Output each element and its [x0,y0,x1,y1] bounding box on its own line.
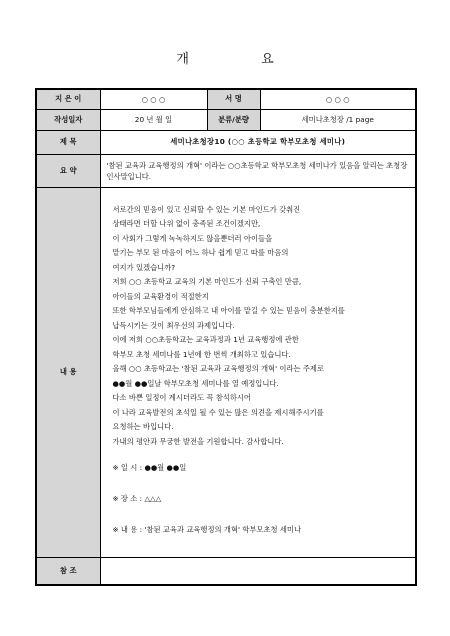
reference-label: 참 조 [36,557,100,585]
content-line: 서로간의 믿음이 있고 신뢰할 수 있는 기본 마인드가 갖춰진 [112,204,301,214]
signature-label: 서 명 [207,89,260,109]
content-label: 내 용 [36,187,100,557]
content-body [100,187,416,557]
content-row [36,187,416,557]
author-value: ○ ○ ○ [100,89,207,109]
content-line: 상태라면 더할 나위 없이 충족된 조건이겠지만, [112,219,261,228]
author-row [36,89,416,109]
content-line: 이 사회가 그렇게 녹녹하지도 않을뿐더러 아이들을 [112,233,273,243]
content-line: 납득시키는 것이 최우선의 과제입니다. [112,320,235,330]
location-item: ※ 장 소 : △△△ [112,494,162,503]
content-line: 아이들의 교육환경이 적절한지 [112,291,209,301]
summary-row [36,154,416,187]
signature-value: ○ ○ ○ [260,89,416,109]
category-label: 분류/분량 [207,109,260,130]
content-line: 이 나라 교육발전의 초석일 될 수 있는 많은 의견을 제시해주시기를 [112,407,324,417]
content-line: 또한 학부모님들에게 안심하고 내 아이를 맡길 수 있는 믿음이 충분한지를 [112,306,345,315]
schedule-item: ※ 일 시 : ●●월 ●●일 [112,463,187,472]
content-line: 저희 ○○ 초등학교 교육의 기본 마인드가 신뢰 구축인 만큼, [112,277,302,286]
subject-label: 제 목 [36,130,100,154]
reference-value [100,557,416,585]
subject-value: 세미나초청장10 (○○ 초등학교 학부모초청 세미나) [100,130,416,154]
date-value: 20 년 월 일 [100,109,207,130]
date-row [36,109,416,130]
page-title: 개 요 [176,52,308,67]
content-line: 이에 저희 ○○초등학교는 교육과정과 1년 교육행정에 관한 [112,335,299,344]
overview-form-table [35,88,417,586]
content-line: 올해 ○○ 초등학교는 '참된 교육과 교육행정의 개혁' 이라는 주제로 [112,364,325,373]
summary-label: 요 약 [36,154,100,187]
content-line: ●●월 ●●일날 학부모초청 세미나를 열 예정입니다. [112,378,279,388]
content-line: 가내의 평안과 무궁한 발전을 기원합니다. 감사합니다. [112,436,284,446]
summary-value: '참된 교육과 교육행정의 개혁' 이라는 ○○초등학교 학부모초청 세미나가 있음을 알리는 초청장 인사말입니다. [100,154,416,187]
author-label: 지 은 이 [36,89,100,109]
content-line: 여지가 있겠습니까? [112,262,176,272]
content-line: 다소 바쁜 일정이 계시더라도 꼭 참석하시어 [112,393,251,402]
reference-row [36,557,416,585]
content-line: 요청하는 바입니다. [112,422,174,431]
content-line: 학부모 초청 세미나를 1년에 한 번씩 개최하고 있습니다. [112,349,291,359]
category-value: 세미나초청장 /1 page [260,109,416,130]
date-label: 작성일자 [36,109,100,130]
content-line: 맡기는 부모 된 마음이 어느 하나 쉽게 믿고 따를 마음의 [112,248,289,257]
subject-row [36,130,416,154]
topic-item: ※ 내 용 : '참된 교육과 교육행정의 개혁' 학부모초청 세미나 [112,525,302,534]
